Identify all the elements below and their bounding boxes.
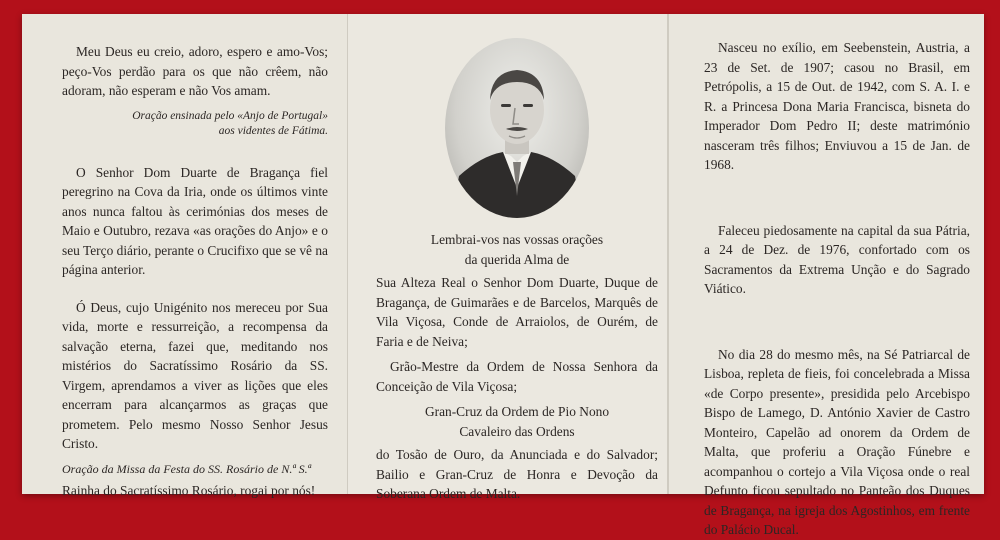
left-panel [22,14,348,498]
prayer-angel: Meu Deus eu creio, adoro, espero e amo-Vos; peço-Vos perdão para os que não crêem, não adoram, não esperam e não Vos amam. [62,44,328,98]
prayer-angel-note-line1: Oração ensinada pelo «Anjo de Portugal» [132,109,328,122]
center-panel [348,14,668,501]
memorial-card [22,14,984,537]
portrait-photo [445,38,589,218]
funeral-paragraph: No dia 28 do mesmo mês, na Sé Patriarcal de Lisboa, repleta de fieis, foi concelebrada a Missa «de Corpo presente», presidida pelo Arcebispo Bispo de Lamego, D. António Xavier de Castro Monteiro, Capelão ad onorem da Ordem de Malta, que proferiu a Oração Fúnebre e acompanhou o cortejo a Vila Viçosa onde o real Defunto ficou sepultado no Panteão dos Duques de Bragança, na igreja dos Agostinhos, em frente do Palácio Ducal. [704,346,970,537]
rosary-prayer: Ó Deus, cujo Unigénito nos mereceu por Sua vida, morte e ressurreição, a recompensa da salvação eterna, fazei que, meditando nos mistérios do Sacratíssimo Rosário da SS. Virgem, aprendamos a viver as lições que eles encerram para alcançarmos as graças que prometem. Pelo mesmo Nosso Senhor Jesus Cristo. [62,299,328,451]
biography-paragraph: Nasceu no exílio, em Seebenstein, Austria, a 23 de Set. de 1907; casou no Brasil, em Petrópolis, a 15 de Out. de 1942, com S. A. I. e R. a Princesa Dona Maria Francisca, bisneta do Imperador Dom Pedro II; deste matrimónio nasceram três filhos; Enviuvou a 15 de Jan. de 1968. [704,40,970,172]
noble-titles: Sua Alteza Real o Senhor Dom Duarte, Duque de Bragança, de Guimarães e de Barcelos, Marquês de Vila Viçosa, Conde de Arraiolos, de Ourém, de Faria e de Neiva; [376,275,658,349]
remember-line1: Lembrai-vos nas vossas orações [430,232,604,247]
prayer-angel-note-line2: aos videntes de Fátima. [218,124,328,137]
orders-list: do Tosão de Ouro, da Anunciada e do Salvador; Bailio e Gran-Cruz de Honra e Devoção da Soberana Ordem de Malta. [376,447,658,501]
portrait-illustration [445,38,589,218]
pius-order-title: Gran-Cruz da Ordem de Pio Nono [424,404,610,419]
grand-master-title: Grão-Mestre da Ordem de Nossa Senhora da Conceição de Vila Viçosa; [376,359,658,394]
remember-line2: da querida Alma de [464,251,570,267]
pilgrim-paragraph: O Senhor Dom Duarte de Bragança fiel peregrino na Cova da Iria, onde os últimos vinte anos nunca faltou às cerimónias dos meses de Maio e Outubro, rezava «as orações do Anjo» e o seu Terço diário, perante o Crucifixo que se vê na página anterior. [62,164,328,277]
closing-invocation: Rainha do Sacratíssimo Rosário, rogai por nós! [62,482,316,498]
knight-of-orders-title: Cavaleiro das Ordens [459,423,575,439]
rosary-prayer-note: Oração da Missa da Festa do SS. Rosário de N.ª S.ª [62,461,311,476]
death-paragraph: Faleceu piedosamente na capital da sua Pátria, a 24 de Dez. de 1976, confortado com os Sacramentos da Extrema Unção e do Sagrado Viático. [704,222,970,296]
right-panel [668,14,984,537]
